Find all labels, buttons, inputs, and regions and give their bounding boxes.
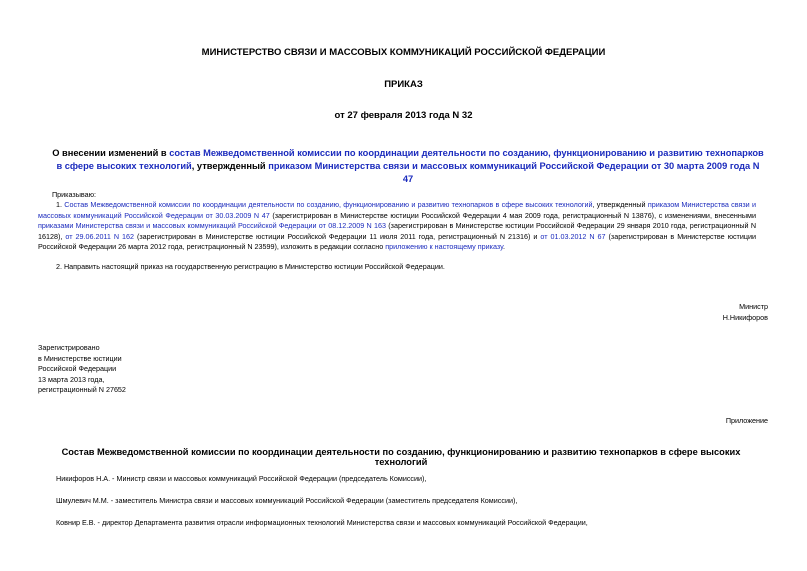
document-date: от 27 февраля 2013 года N 32: [334, 110, 473, 121]
registration-line: Российской Федерации: [38, 364, 117, 373]
link-order-162[interactable]: от 29.06.2011 N 162: [65, 231, 135, 241]
document-subject: [52, 147, 764, 186]
paragraph-1: [38, 200, 756, 253]
paragraph-text: .: [502, 242, 505, 251]
list-item: Никифоров Н.А. - Министр связи и массовых коммуникаций Российской Федерации (председатель Комиссии),: [56, 474, 427, 483]
link-order-47[interactable]: приказом Министерства связи и массовых коммуникаций Российской Федерации от 30.03.2009 N 47: [38, 200, 756, 220]
paragraph-2: 2. Направить настоящий приказ на государственную регистрацию в Министерство юстиции Российской Федерации.: [56, 262, 445, 271]
link-order-163[interactable]: приказами Министерства связи и массовых коммуникаций Российской Федерации от 08.12.2009 N 163: [38, 221, 386, 230]
document-type: ПРИКАЗ: [384, 79, 423, 90]
registration-line: Зарегистрировано: [38, 343, 100, 352]
signature-title: Министр: [739, 302, 768, 311]
registration-line: 13 марта 2013 года,: [38, 374, 105, 384]
subject-text: , утвержденный: [191, 161, 269, 171]
link-commission-composition[interactable]: Состав Межведомственной комиссии по координации деятельности по созданию, функционированию и развитию технопарков в сфере высоких технологий: [64, 200, 593, 209]
list-item: Шмулевич М.М. - заместитель Министра связи и массовых коммуникаций Российской Федерации (заместитель председателя Комиссии),: [56, 496, 518, 505]
registration-block: [38, 343, 126, 396]
link-appendix[interactable]: приложению к настоящему приказу: [385, 242, 503, 251]
paragraph-text: (зарегистрирован в Министерстве юстиции Российской Федерации 11 июля 2011 года, регистрационный N 21316) и: [134, 231, 541, 241]
signature-block: [640, 302, 768, 323]
subject-link-order[interactable]: приказом Министерства связи и массовых коммуникаций Российской Федерации от 30 марта 2009 года N 47: [268, 161, 760, 184]
paragraph-text: (зарегистрирован в Министерстве юстиции Российской Федерации 26 марта 2012 года, регистрационный N 23599), изложить в редакции согласно: [38, 231, 757, 251]
order-intro: Приказываю:: [52, 190, 96, 199]
appendix-title: Состав Межведомственной комиссии по координации деятельности по созданию, функционированию и развитию технопарков в сфере высоких технологий: [61, 447, 741, 467]
signature-name: Н.Никифоров: [722, 312, 768, 322]
registration-line: регистрационный N 27652: [38, 385, 126, 394]
paragraph-text: (зарегистрирован в Министерстве юстиции Российской Федерации 29 января 2010 года, регистрационный N 16128),: [38, 221, 757, 241]
link-order-67[interactable]: от 01.03.2012 N 67: [540, 231, 606, 241]
subject-link-commission[interactable]: состав Межведомственной комиссии по координации деятельности по созданию, функционированию и развитию технопарков в сфере высоких технологий: [56, 148, 764, 171]
paragraph-text: , утвержденный: [592, 200, 648, 209]
list-item: Ковнир Е.В. - директор Департамента развития отрасли информационных технологий Министерства связи и массовых коммуникаций Российской Федерации,: [56, 518, 588, 527]
ministry-heading: МИНИСТЕРСТВО СВЯЗИ И МАССОВЫХ КОММУНИКАЦИЙ РОССИЙСКОЙ ФЕДЕРАЦИИ: [201, 47, 606, 58]
appendix-label: Приложение: [725, 416, 768, 425]
paragraph-number: 1.: [56, 200, 65, 209]
paragraph-text: (зарегистрирован в Министерстве юстиции Российской Федерации 4 мая 2009 года, регистрационный N 13876), с изменениями, внесенными: [269, 210, 756, 220]
registration-line: в Министерстве юстиции: [38, 353, 122, 363]
subject-text: О внесении изменений в: [52, 148, 170, 158]
